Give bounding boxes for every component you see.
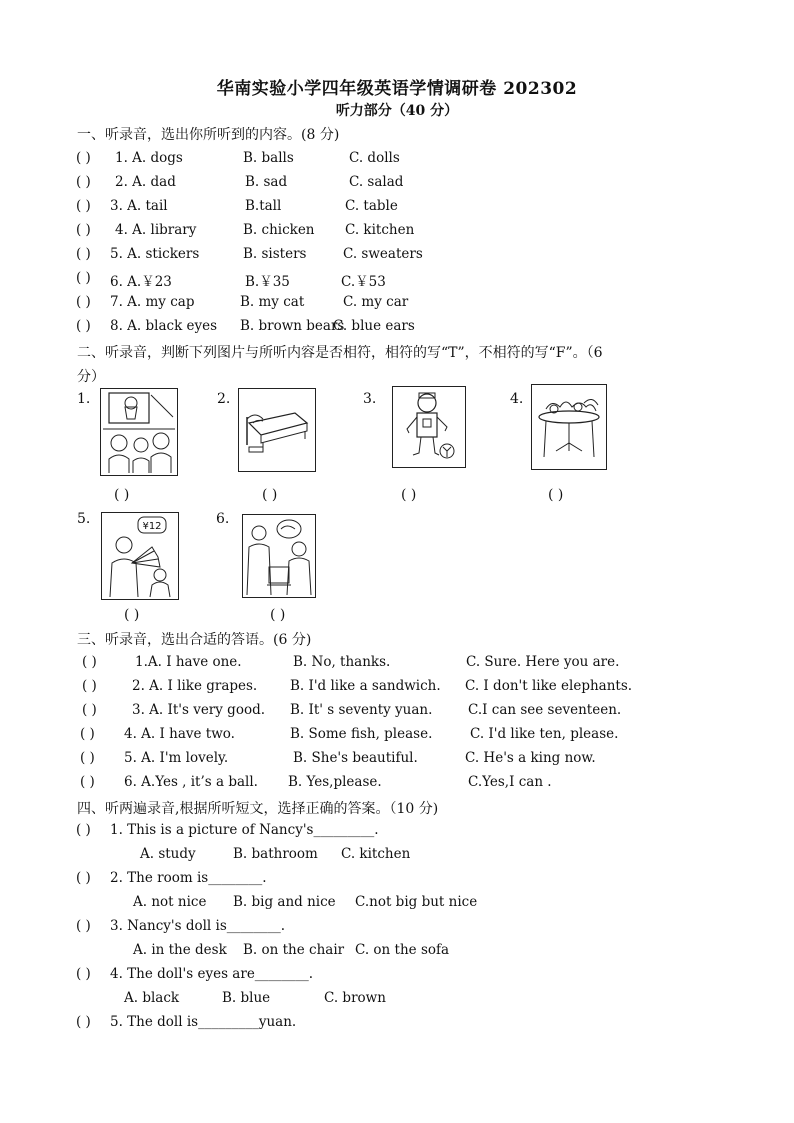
option-b: B.￥35	[245, 274, 290, 290]
answer-paren[interactable]: ( )	[76, 918, 91, 934]
option-b: B. blue	[222, 990, 271, 1006]
option-b: B. chicken	[243, 222, 315, 238]
option-c: C. kitchen	[341, 846, 411, 862]
answer-paren[interactable]: ( )	[76, 246, 91, 262]
picture-number: 1.	[77, 391, 91, 407]
question-option-a: 5. A. I'm lovely.	[124, 750, 229, 766]
question-option-a: 3. A. It's very good.	[132, 702, 266, 718]
answer-paren[interactable]: ( )	[76, 222, 91, 238]
section2-heading: 二、听录音，判断下列图片与所听内容是否相符，相符的写“T”，不相符的写“F”。（6	[77, 345, 603, 361]
option-b: B. brown bears	[240, 318, 345, 334]
picture-fan-price	[101, 512, 179, 600]
answer-paren[interactable]: ( )	[82, 678, 97, 694]
option-c: C. table	[345, 198, 398, 214]
option-c: C. my car	[343, 294, 409, 310]
answer-paren[interactable]: ( )	[82, 654, 97, 670]
answer-paren[interactable]: ( )	[76, 174, 91, 190]
question-option-a: 4. A. library	[115, 222, 197, 238]
answer-paren[interactable]: ( )	[82, 702, 97, 718]
robot-icon	[393, 387, 465, 467]
answer-paren[interactable]: ( )	[270, 607, 286, 623]
answer-paren[interactable]: ( )	[76, 1014, 91, 1030]
option-a: A. black	[124, 990, 180, 1006]
question-option-a: 2. A. I like grapes.	[132, 678, 258, 694]
question-option-a: 1.A. I have one.	[135, 654, 242, 670]
option-a: A. study	[140, 846, 196, 862]
fan-shop-icon	[102, 513, 178, 599]
option-b: B. She's beautiful.	[293, 750, 418, 766]
question-option-a: 6. A.￥23	[110, 274, 172, 290]
option-c: C. blue ears	[333, 318, 415, 334]
answer-paren[interactable]: ( )	[80, 774, 95, 790]
option-c: C.not big but nice	[355, 894, 478, 910]
option-c: C. brown	[324, 990, 386, 1006]
question-option-a: 6. A.Yes , it’s a ball.	[124, 774, 258, 790]
answer-paren[interactable]: ( )	[80, 750, 95, 766]
answer-paren[interactable]: ( )	[114, 487, 130, 503]
answer-paren[interactable]: ( )	[262, 487, 278, 503]
option-c: C. sweaters	[343, 246, 423, 262]
bed-icon	[239, 389, 315, 471]
section2-heading-cont: 分）	[77, 369, 105, 385]
picture-fruit-table	[531, 384, 607, 470]
option-b: B.tall	[245, 198, 282, 214]
option-b: B. my cat	[240, 294, 305, 310]
restaurant-icon	[243, 515, 315, 597]
option-b: B. balls	[243, 150, 294, 166]
picture-number: 2.	[217, 391, 231, 407]
question-option-a: 8. A. black eyes	[110, 318, 218, 334]
option-b: B. It' s seventy yuan.	[290, 702, 433, 718]
option-c: C.I can see seventeen.	[468, 702, 622, 718]
question-text: 5. The doll is_________yuan.	[110, 1014, 297, 1030]
picture-robot	[392, 386, 466, 468]
answer-paren[interactable]: ( )	[76, 870, 91, 886]
price-sign-text: ¥12	[142, 521, 162, 532]
option-a: A. in the desk	[133, 942, 227, 958]
section3-heading: 三、听录音，选出合适的答语。(6 分)	[77, 632, 312, 648]
page-subtitle: 听力部分（40 分）	[335, 103, 459, 119]
option-c: C. salad	[349, 174, 404, 190]
question-option-a: 4. A. I have two.	[124, 726, 235, 742]
answer-paren[interactable]: ( )	[76, 966, 91, 982]
picture-number: 4.	[510, 391, 524, 407]
option-b: B. Yes,please.	[288, 774, 382, 790]
question-text: 4. The doll's eyes are________.	[110, 966, 314, 982]
option-c: C.Yes,I can .	[468, 774, 552, 790]
picture-number: 5.	[77, 511, 91, 527]
answer-paren[interactable]: ( )	[548, 487, 564, 503]
question-text: 2. The room is________.	[110, 870, 267, 886]
option-b: B. Some fish, please.	[290, 726, 433, 742]
question-text: 1. This is a picture of Nancy's_________.	[110, 822, 379, 838]
answer-paren[interactable]: ( )	[401, 487, 417, 503]
question-text: 3. Nancy's doll is________.	[110, 918, 286, 934]
answer-paren[interactable]: ( )	[76, 294, 91, 310]
option-b: B. on the chair	[243, 942, 345, 958]
option-b: B. big and nice	[233, 894, 336, 910]
option-b: B. sisters	[243, 246, 307, 262]
option-c: C. on the sofa	[355, 942, 450, 958]
question-option-a: 3. A. tail	[110, 198, 168, 214]
option-c: C. kitchen	[345, 222, 415, 238]
answer-paren[interactable]: ( )	[124, 607, 140, 623]
fruit-table-icon	[532, 385, 606, 469]
answer-paren[interactable]: ( )	[76, 150, 91, 166]
section1-heading: 一、听录音，选出你所听到的内容。(8 分)	[77, 127, 340, 143]
question-option-a: 7. A. my cap	[110, 294, 195, 310]
page-title: 华南实验小学四年级英语学情调研卷 202302	[216, 79, 578, 99]
answer-paren[interactable]: ( )	[76, 198, 91, 214]
option-c: C. Sure. Here you are.	[466, 654, 620, 670]
option-b: B. sad	[245, 174, 288, 190]
option-c: C. dolls	[349, 150, 400, 166]
picture-bed	[238, 388, 316, 472]
question-option-a: 1. A. dogs	[115, 150, 183, 166]
option-a: A. not nice	[133, 894, 207, 910]
answer-paren[interactable]: ( )	[80, 726, 95, 742]
option-c: C. He's a king now.	[465, 750, 596, 766]
option-c: C.￥53	[341, 274, 386, 290]
option-c: C. I don't like elephants.	[465, 678, 633, 694]
answer-paren[interactable]: ( )	[76, 270, 91, 286]
answer-paren[interactable]: ( )	[76, 822, 91, 838]
option-b: B. No, thanks.	[293, 654, 391, 670]
section4-heading: 四、听两遍录音,根据所听短文，选择正确的答案。（10 分)	[77, 801, 439, 817]
picture-number: 6.	[216, 511, 230, 527]
picture-ordering-food	[242, 514, 316, 598]
option-b: B. I'd like a sandwich.	[290, 678, 441, 694]
question-option-a: 2. A. dad	[115, 174, 176, 190]
option-c: C. I'd like ten, please.	[470, 726, 619, 742]
answer-paren[interactable]: ( )	[76, 318, 91, 334]
question-option-a: 5. A. stickers	[110, 246, 200, 262]
option-b: B. bathroom	[233, 846, 318, 862]
picture-family-room	[100, 388, 178, 476]
family-scene-icon	[101, 389, 177, 475]
picture-number: 3.	[363, 391, 377, 407]
